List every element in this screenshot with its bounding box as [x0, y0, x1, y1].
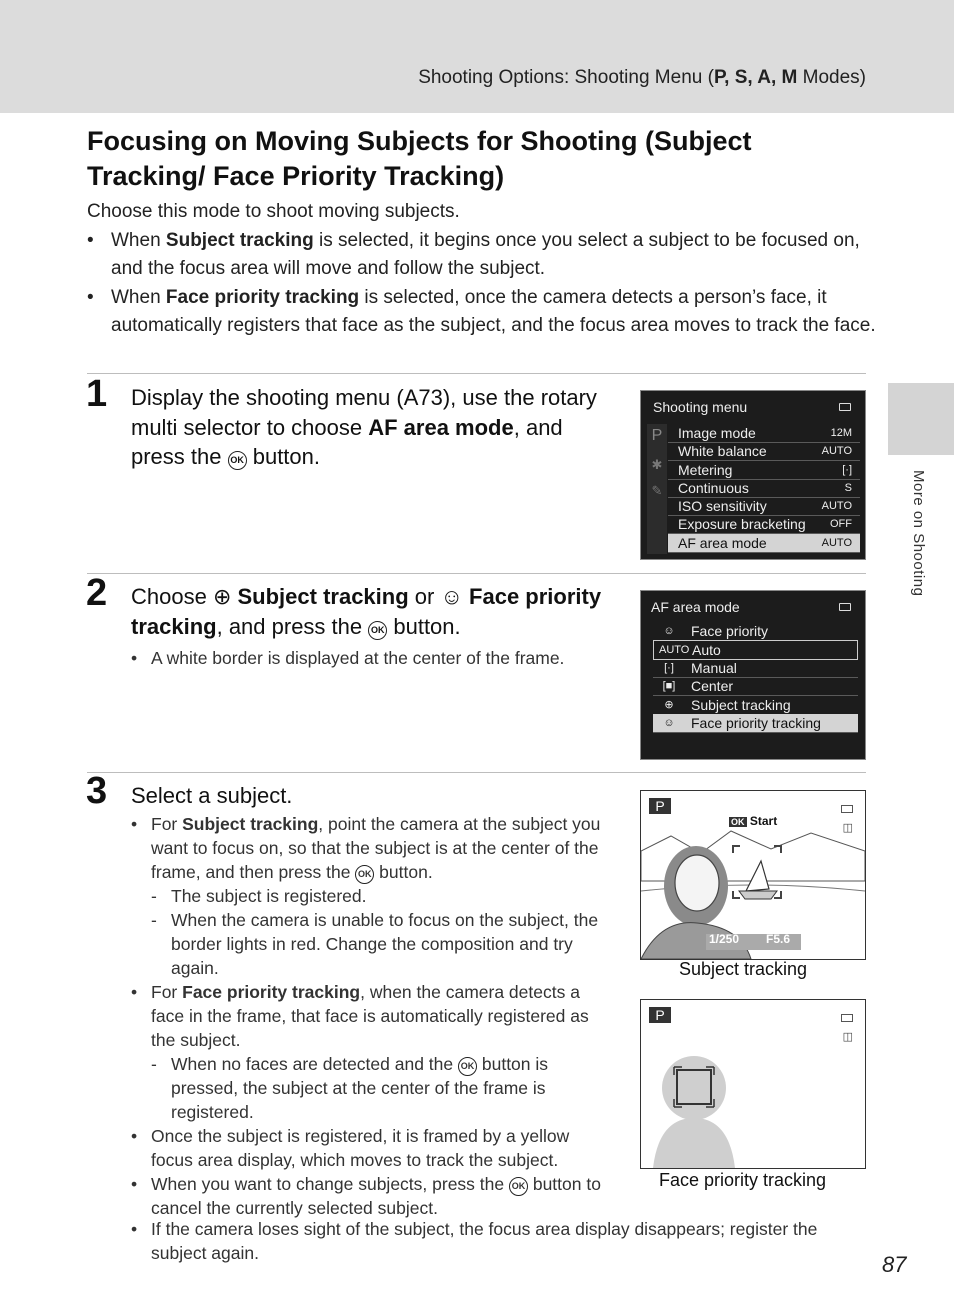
- face-priority-tracking-screen: [640, 999, 866, 1169]
- step-2-note: • A white border is displayed at the center of the frame.: [131, 646, 611, 670]
- menu-row: [·] Manual: [653, 659, 858, 678]
- ok-button-icon: OK: [509, 1177, 528, 1196]
- step-number: 1: [86, 373, 108, 415]
- vr-icon: ◫: [842, 822, 853, 834]
- divider: [87, 373, 866, 374]
- menu-tab-strip: [647, 424, 667, 554]
- breadcrumb: Shooting Options: Shooting Menu (P, S, A, M Modes): [418, 67, 866, 88]
- movie-tab-icon: ✱: [651, 457, 663, 472]
- body-silhouette: [653, 1118, 735, 1168]
- menu-row: Metering [·]: [668, 461, 860, 480]
- page-header: [0, 0, 954, 113]
- intro-lead: Choose this mode to shoot moving subjects.: [87, 201, 460, 222]
- face-tracking-illustration: [641, 1000, 865, 1168]
- step-2-text: Choose ⊕ Subject tracking or ☺ Face priority tracking, and press the OK button.: [131, 584, 602, 639]
- intro-bullet: • When Subject tracking is selected, it begins once you select a subject to be focused on, and the focus area will move and follow the subject.: [87, 227, 877, 284]
- ok-button-icon: OK: [368, 621, 387, 640]
- caption: Subject tracking: [679, 959, 808, 979]
- battery-icon: [841, 805, 853, 813]
- aperture: F5.6: [766, 932, 791, 946]
- divider: [87, 772, 866, 773]
- menu-row: ISO sensitivity AUTO: [668, 497, 860, 516]
- menu-row: White balance AUTO: [668, 442, 860, 461]
- mode-indicator: P: [649, 1007, 671, 1023]
- menu-row: ☺ Face priority: [653, 622, 858, 641]
- menu-row-selected: ☺ Face priority tracking: [653, 714, 858, 733]
- page-title: Focusing on Moving Subjects for Shooting (Subject Tracking/ Face Priority Tracking): [87, 126, 752, 191]
- intro-bullet: • When Face priority tracking is selected, once the camera detects a person’s face, it automatically registers that face as the subject, and the focus area moves to track the face.: [87, 284, 877, 341]
- subject-tracking-screen: [640, 790, 866, 960]
- shutter-speed: 1/250: [709, 932, 740, 946]
- battery-icon: [839, 403, 851, 411]
- start-indicator: OK Start: [731, 814, 778, 828]
- sailboat: [746, 861, 769, 891]
- subject-tracking-icon: ⊕: [212, 584, 238, 609]
- divider: [87, 573, 866, 574]
- menu-row: Continuous S: [668, 479, 860, 498]
- step-3-final-bullet: • If the camera loses sight of the subject, the focus area display disappears; register the subject again.: [131, 1217, 861, 1265]
- menu-row-selected: AF area mode AUTO: [668, 534, 860, 553]
- step-number: 2: [86, 572, 108, 614]
- battery-icon: [839, 603, 851, 611]
- menu-row: Exposure bracketing OFF: [668, 515, 860, 534]
- shooting-menu-screen: [640, 390, 866, 560]
- step-3-heading: Select a subject.: [131, 783, 293, 808]
- af-area-menu-screen: [640, 590, 866, 760]
- menu-row: ⊕ Subject tracking: [653, 696, 858, 715]
- camera-tab-icon: P: [651, 427, 663, 444]
- menu-row: [■] Center: [653, 677, 858, 696]
- head-silhouette: [662, 1056, 726, 1120]
- ok-button-icon: OK: [228, 451, 247, 470]
- mode-indicator: P: [649, 798, 671, 814]
- step-number: 3: [86, 770, 108, 812]
- menu-title: AF area mode: [651, 599, 740, 615]
- ok-button-icon: OK: [355, 865, 374, 884]
- step-1-text: Display the shooting menu (A73), use the rotary multi selector to choose AF area mode, and press the OK button.: [131, 385, 597, 469]
- face: [675, 855, 719, 911]
- section-tab: [888, 383, 954, 455]
- menu-title: Shooting menu: [653, 399, 748, 415]
- setup-tab-icon: ✎: [651, 483, 663, 498]
- face-tracking-icon: ☺: [440, 584, 470, 609]
- intro: [87, 198, 877, 341]
- vr-icon: ◫: [842, 1031, 853, 1043]
- page-number: 87: [882, 1252, 907, 1277]
- battery-icon: [841, 1014, 853, 1022]
- ok-button-icon: OK: [458, 1057, 477, 1076]
- step-3-details: • For Subject tracking, point the camera at the subject you want to focus on, so that the subject is at the center of the frame, and then press the OK button. - The subject is registered. - When the camera is unable to focus on the subject, the border lights in red. Change the composition and try again. • For Face priority tracking, when the camera detects a face in the frame, that face is automatically registered as the subject. - When no faces are detected and the OK button is pressed, the subject at the center of the frame is registered. • Once the subject is registered, it is framed by a yellow focus area display, which moves to track the subject. • When you want to change subjects, press the OK button to cancel the currently selected subject.: [131, 812, 615, 1220]
- menu-row-current: AUTO Auto: [653, 640, 858, 660]
- section-label: More on Shooting: [910, 470, 927, 597]
- book-ref: A73: [403, 385, 443, 410]
- menu-row: Image mode 12M: [668, 424, 860, 443]
- caption: Face priority tracking: [659, 1170, 827, 1190]
